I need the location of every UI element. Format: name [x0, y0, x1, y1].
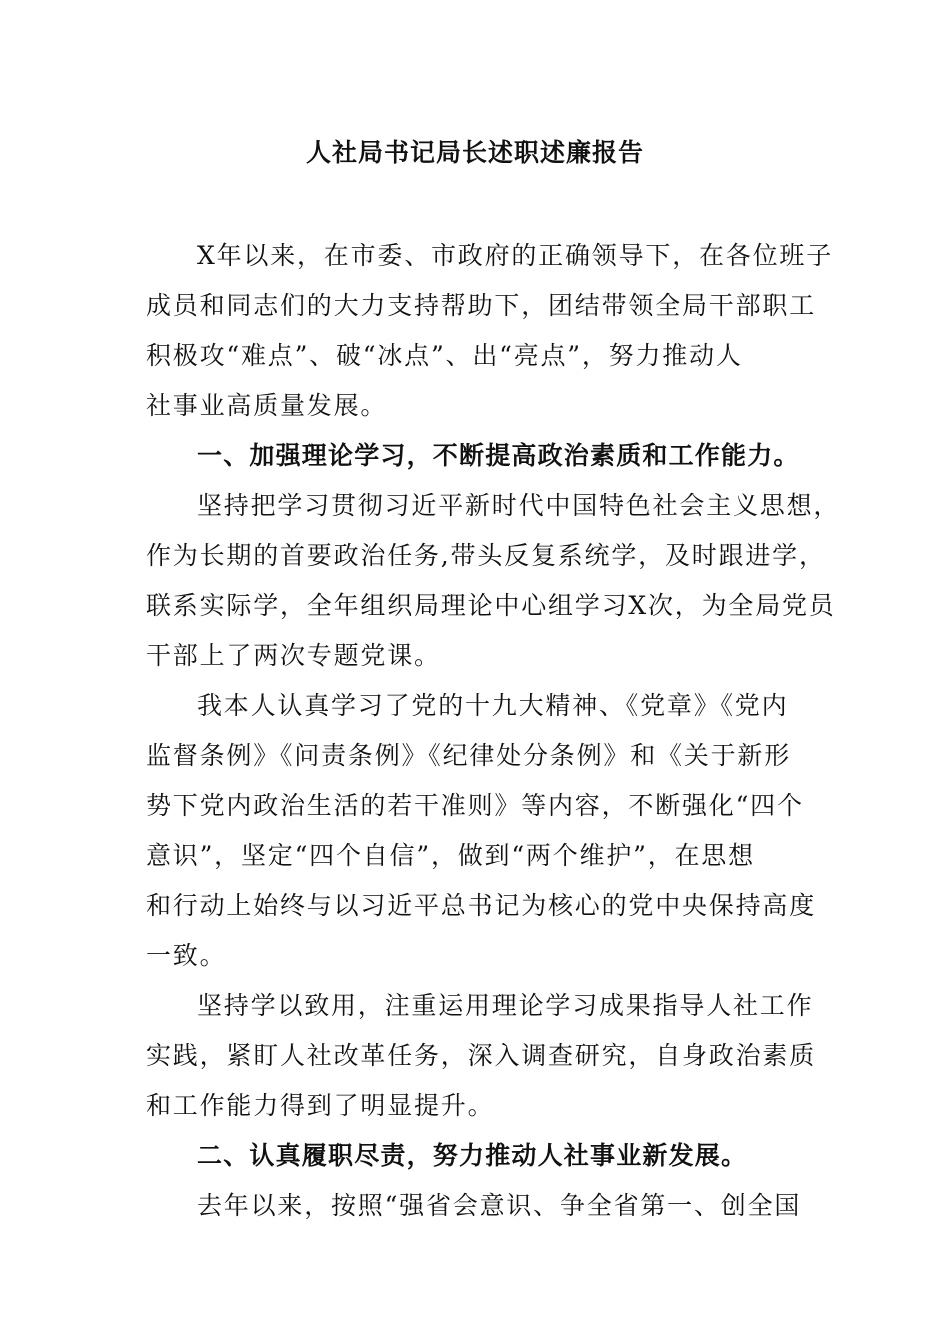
- paragraph-line: 我本人认真学习了党的十九大精神、《党章》《党内: [197, 691, 789, 720]
- document-title: 人社局书记局长述职述廉报告: [305, 138, 644, 167]
- paragraph-line: 坚持把学习贯彻习近平新时代中国特色社会主义思想，: [197, 491, 841, 520]
- paragraph-line: 社事业高质量发展。: [146, 391, 388, 420]
- paragraph-line: 干部上了两次专题党课。: [146, 641, 441, 670]
- paragraph-line: 一致。: [146, 941, 227, 970]
- paragraph-line: 积极攻“难点”、破“冰点”、出“亮点”，努力推动人: [146, 341, 743, 370]
- section-heading: 一、加强理论学习，不断提高政治素质和工作能力。: [197, 441, 800, 470]
- paragraph-line: 成员和同志们的大力支持帮助下，团结带领全局干部职工: [146, 291, 817, 320]
- paragraph-line: X年以来，在市委、市政府的正确领导下，在各位班子: [197, 241, 833, 270]
- paragraph-line: 联系实际学，全年组织局理论中心组学习X次，为全局党员: [146, 591, 836, 620]
- paragraph-line: 实践，紧盯人社改革任务，深入调查研究，自身政治素质: [146, 1041, 817, 1070]
- paragraph-line: 和行动上始终与以习近平总书记为核心的党中央保持高度: [146, 891, 817, 920]
- paragraph-line: 意识”，坚定“四个自信”，做到“两个维护”，在思想: [146, 841, 755, 870]
- paragraph-line: 作为长期的首要政治任务,带头反复系统学，及时跟进学，: [146, 541, 826, 570]
- paragraph-line: 监督条例》《问责条例》《纪律处分条例》和《关于新形: [146, 741, 792, 770]
- paragraph-line: 势下党内政治生活的若干准则》等内容，不断强化“四个: [146, 791, 804, 820]
- paragraph-line: 和工作能力得到了明显提升。: [146, 1091, 495, 1120]
- paragraph-line: 坚持学以致用，注重运用理论学习成果指导人社工作: [197, 991, 814, 1020]
- paragraph-line: 去年以来，按照“强省会意识、争全省第一、创全国: [197, 1191, 802, 1220]
- section-heading: 二、认真履职尽责，努力推动人社事业新发展。: [197, 1141, 748, 1170]
